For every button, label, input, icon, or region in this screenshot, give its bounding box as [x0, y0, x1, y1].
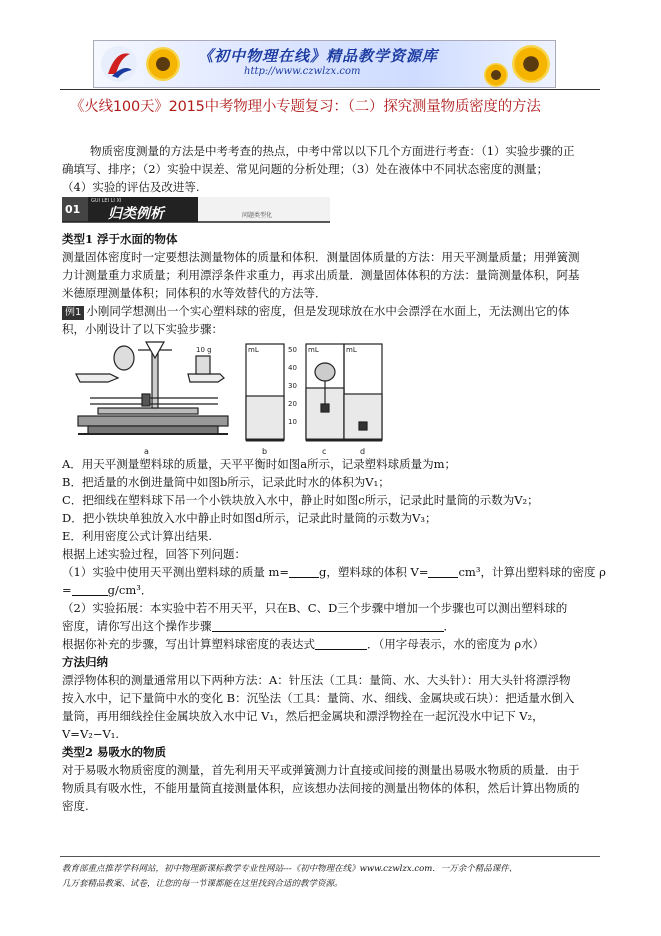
type2-line: 物质具有吸水性，不能用量筒直接测量体积，应该想办法间接的测量出物体的体积，然后计算出物质的	[62, 781, 580, 795]
type2-line: 对于易吸水物质密度的测量，首先利用天平或弹簧测力计直接或间接的测量出易吸水物质的质量．由于	[62, 763, 580, 777]
section-pinyin: GUI LEI LI XI	[91, 198, 122, 204]
method-line: V=V₂−V₁.	[62, 727, 120, 741]
logo-icon	[98, 44, 140, 84]
section-number: 01	[65, 203, 81, 216]
step-a: A．用天平测量塑料球的质量，天平平衡时如图a所示，记录塑料球质量为m；	[62, 457, 457, 471]
experiment-figure	[68, 338, 388, 456]
step-b: B．把适量的水倒进量筒中如图b所示，记录此时水的体积为V₁；	[62, 475, 390, 489]
method-line: 量筒，再用细线拴住金属块放入水中记 V₁，然后把金属块和漂浮物拴在一起沉没水中记下 V₂，	[62, 709, 544, 723]
example-line	[62, 302, 569, 320]
footer-rule	[60, 856, 600, 857]
question-1-line	[62, 581, 152, 599]
cylinder-unit: mL	[308, 346, 319, 354]
header-banner	[93, 40, 556, 88]
answer-blank[interactable]	[289, 564, 319, 578]
section-title: 归类例析	[108, 206, 164, 222]
intro-line: 物质密度测量的方法是中考考查的热点，中考中常以以下几个方面进行考查：（1）实验步骤的正	[90, 144, 575, 158]
example-tag: 例1	[62, 306, 84, 320]
q1-text: g，塑料球的体积 V=	[319, 565, 429, 579]
q3-text: ．（用字母表示，水的密度为 ρ水）	[367, 637, 545, 651]
experiment-diagram	[68, 338, 388, 456]
scale-label: 20	[288, 400, 297, 408]
q1-text: （1）实验中使用天平测出塑料球的质量 m=	[62, 565, 290, 579]
q2-text: ．	[443, 619, 455, 633]
type1-line: 米德原理测量体积；同体积的水等效替代的方法等．	[62, 286, 327, 300]
type2-heading: 类型2 易吸水的物质	[62, 745, 167, 759]
q1-text: g/cm³．	[107, 583, 153, 597]
type1-line: 测量固体密度时一定要想法测量物体的质量和体积．测量固体质量的方法：用天平测量质量；用弹簧测	[62, 250, 580, 264]
banner-url: http://www.czwlzx.com	[244, 66, 361, 77]
banner-title: 《初中物理在线》精品教学资源库	[198, 47, 439, 65]
type1-heading: 类型1 浮于水面的物体	[62, 232, 178, 246]
scale-label: 40	[288, 364, 297, 372]
example-line: 积，小刚设计了以下实验步骤：	[62, 322, 223, 336]
figure-label-b: b	[262, 447, 268, 456]
question-2-line: （2）实验拓展：本实验中若不用天平，只在B、C、D三个步骤中增加一个步骤也可以测出塑料球的	[62, 601, 568, 615]
section-subtitle: 问题类型化	[242, 212, 273, 219]
question-2-line	[62, 617, 455, 635]
scale-label: 50	[288, 346, 297, 354]
figure-label-a: a	[144, 447, 149, 456]
answer-blank[interactable]	[72, 582, 108, 596]
scale-label: 30	[288, 382, 297, 390]
sunflower-icon	[484, 63, 508, 87]
intro-line: （4）实验的评估及改进等.	[62, 180, 200, 194]
type2-line: 密度.	[62, 799, 89, 813]
step-d: D．把小铁块单独放入水中静止时如图d所示，记录此时量筒的示数为V₃；	[62, 511, 437, 525]
step-c: C．把细线在塑料球下吊一个小铁块放入水中，静止时如图c所示，记录此时量筒的示数为V₂；	[62, 493, 539, 507]
answer-blank[interactable]	[428, 564, 458, 578]
method-heading: 方法归纳	[62, 655, 108, 669]
scale-label: 10	[288, 418, 297, 426]
step-e: E．利用密度公式计算出结果.	[62, 529, 213, 543]
section-header	[62, 193, 330, 224]
method-line: 漂浮物体积的测量通常用以下两种方法：A：针压法（工具：量筒、水、大头针）：用大头针将漂浮物	[62, 673, 571, 687]
example-text: 小刚同学想测出一个实心塑料球的密度，但是发现球放在水中会漂浮在水面上，无法测出它的体	[86, 304, 570, 318]
footer-line: 教育部重点推荐学科网站，初中物理新课标教学专业性网站---《初中物理在线》www.czwlzx.com．一万余个精品课件、	[62, 864, 518, 874]
q1-text: =	[62, 583, 72, 597]
intro-line: 确填写、排序；（2）实验中误差、常见问题的分析处理；（3）处在液体中不同状态密度的测量；	[62, 162, 549, 176]
header-rule	[60, 89, 600, 90]
answer-blank[interactable]	[212, 618, 444, 632]
answer-blank[interactable]	[315, 636, 367, 650]
q3-text: 根据你补充的步骤，写出计算塑料球密度的表达式	[62, 637, 315, 651]
type1-line: 力计测量重力求质量；利用漂浮条件求重力，再求出质量．测量固体体积的方法：量筒测量体积，阿基	[62, 268, 580, 282]
q2-text: 密度，请你写出这个操作步骤	[62, 619, 212, 633]
method-line: 按入水中，记下量筒中水的变化 B：沉坠法（工具：量筒、水、细线、金属块或石块）：把适量水倒入	[62, 691, 575, 705]
cylinder-unit: mL	[248, 346, 259, 354]
document-title: 《火线100天》2015中考物理小专题复习：（二）探究测量物质密度的方法	[70, 99, 541, 115]
footer-line: 几万套精品教案、试卷，让您的每一节课都能在这里找到合适的教学资源。	[62, 879, 343, 889]
question-1-line	[62, 563, 606, 581]
sunflower-icon	[512, 45, 550, 83]
weight-label: 10 g	[196, 346, 212, 354]
cylinder-unit: mL	[346, 346, 357, 354]
figure-label-d: d	[360, 447, 366, 456]
figure-label-c: c	[322, 447, 327, 456]
q1-text: cm³，计算出塑料球的密度 ρ	[458, 565, 606, 579]
question-3-line	[62, 635, 544, 653]
sunflower-icon	[146, 47, 180, 81]
question-lead: 根据上述实验过程，回答下列问题：	[62, 547, 246, 561]
